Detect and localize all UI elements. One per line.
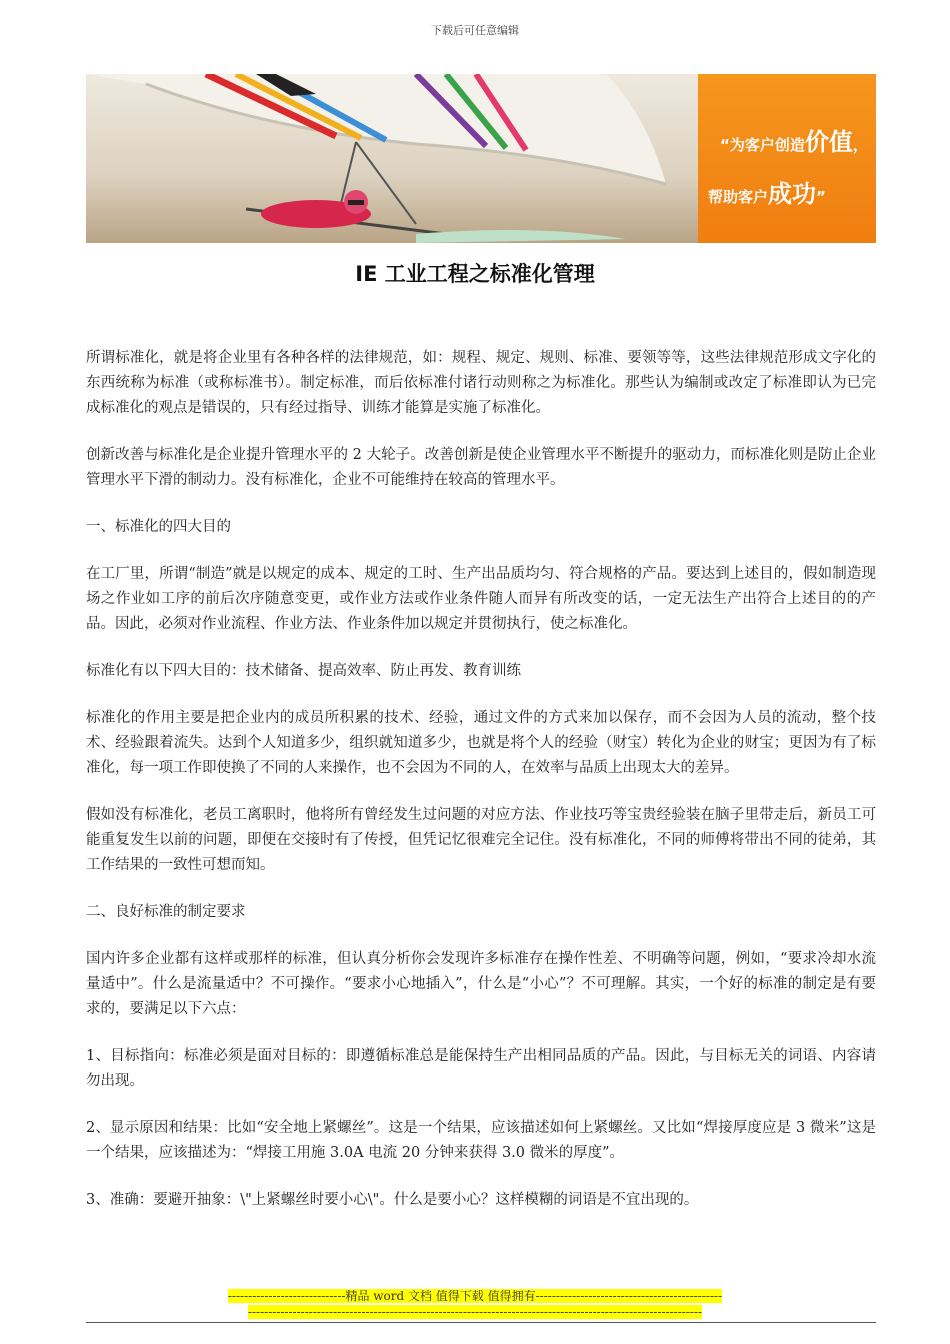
banner-slogan <box>698 74 876 243</box>
paragraph: 2、显示原因和结果：比如“安全地上紧螺丝”。这是一个结果，应该描述如何上紧螺丝。又比如“焊接厚度应是 3 微米”这是一个结果，应该描述为：“焊接工用施 3.0A 电流 20 分钟来获得 3.0 微米的厚度”。 <box>86 1120 876 1161</box>
paragraph: 假如没有标准化，老员工离职时，他将所有曾经发生过问题的对应方法、作业技巧等宝贵经验装在脑子里带走后，新员工可能重复发生以前的问题，即便在交接时有了传授，但凭记忆很难完全记住。没有标准化，不同的师傅将带出不同的徒弟，其工作结果的一致性可想而知。 <box>86 807 876 873</box>
slogan-text: “为客户创造 <box>720 136 805 154</box>
slogan-emphasis: 价值 <box>804 128 853 156</box>
slogan-emphasis: 成功 <box>768 180 817 208</box>
paragraph: 3、准确：要避开抽象：\"上紧螺丝时要小心\"。什么是要小心？这样模糊的词语是不宜出现的。 <box>86 1192 699 1208</box>
paragraph: 所谓标准化，就是将企业里有各种各样的法律规范，如：规程、规定、规则、标准、要领等等，这些法律规范形成文字化的东西统称为标准（或称标准书）。制定标准，而后依标准付诸行动则称之为标准化。那些认为编制或改定了标准即认为已完成标准化的观点是错误的，只有经过指导、训练才能算是实施了标准化。 <box>86 350 876 416</box>
hang-glider-photo <box>86 74 698 243</box>
slogan-text: ” <box>816 188 826 206</box>
section-heading: 一、标准化的四大目的 <box>86 519 231 535</box>
paragraph: 标准化的作用主要是把企业内的成员所积累的技术、经验，通过文件的方式来加以保存，而不会因为人员的流动，整个技术、经验跟着流失。达到个人知道多少，组织就知道多少，也就是将个人的经验（财宝）转化为企业的财宝；更因为有了标准化，每一项工作即使换了不同的人来操作，也不会因为不同的人，在效率与品质上出现太大的差异。 <box>86 710 876 776</box>
slogan-text: ， <box>852 136 868 154</box>
paragraph: 标准化有以下四大目的：技术储备、提高效率、防止再发、教育训练 <box>86 663 521 679</box>
page-header-note: 下载后可任意编辑 <box>431 24 519 37</box>
footer-rule <box>86 1322 876 1323</box>
document-title: IE 工业工程之标准化管理 <box>355 262 595 286</box>
paragraph: 1、目标指向：标准必须是面对目标的：即遵循标准总是能保持生产出相同品质的产品。因此，与目标无关的词语、内容请勿出现。 <box>86 1048 876 1089</box>
footer-text: -----------------------------精品 word 文档 值得下载 值得拥有---------------------------------------------- <box>227 1289 723 1303</box>
slogan-line-value <box>720 122 868 157</box>
section-heading: 二、良好标准的制定要求 <box>86 904 246 920</box>
paragraph: 在工厂里，所谓“制造”就是以规定的成本、规定的工时、生产出品质均匀、符合规格的产品。要达到上述目的，假如制造现场之作业如工序的前后次序随意变更，或作业方法或作业条件随人而异有所改变的话，一定无法生产出符合上述目的的产品。因此，必须对作业流程、作业方法、作业条件加以规定并贯彻执行，使之标准化。 <box>86 566 876 632</box>
document-body <box>86 346 876 1235</box>
paragraph: 国内许多企业都有这样或那样的标准，但认真分析你会发现许多标准存在操作性差、不明确等问题，例如，“要求冷却水流量适中”。什么是流量适中？不可操作。“要求小心地插入”，什么是“小心”？不可理解。其实，一个好的标准的制定是有要求的，要满足以下六点： <box>86 951 876 1017</box>
paragraph: 创新改善与标准化是企业提升管理水平的 2 大轮子。改善创新是使企业管理水平不断提升的驱动力，而标准化则是防止企业管理水平下滑的制动力。没有标准化，企业不可能维持在较高的管理水平。 <box>86 447 876 488</box>
banner <box>86 74 876 243</box>
slogan-line-success <box>708 174 826 209</box>
slogan-text: 帮助客户 <box>708 188 769 206</box>
footer-banner-line <box>0 1288 950 1304</box>
footer-dashes: ---------------------------------------------------------------------------------------------------------------- <box>247 1305 703 1319</box>
footer-dash-line <box>0 1304 950 1320</box>
